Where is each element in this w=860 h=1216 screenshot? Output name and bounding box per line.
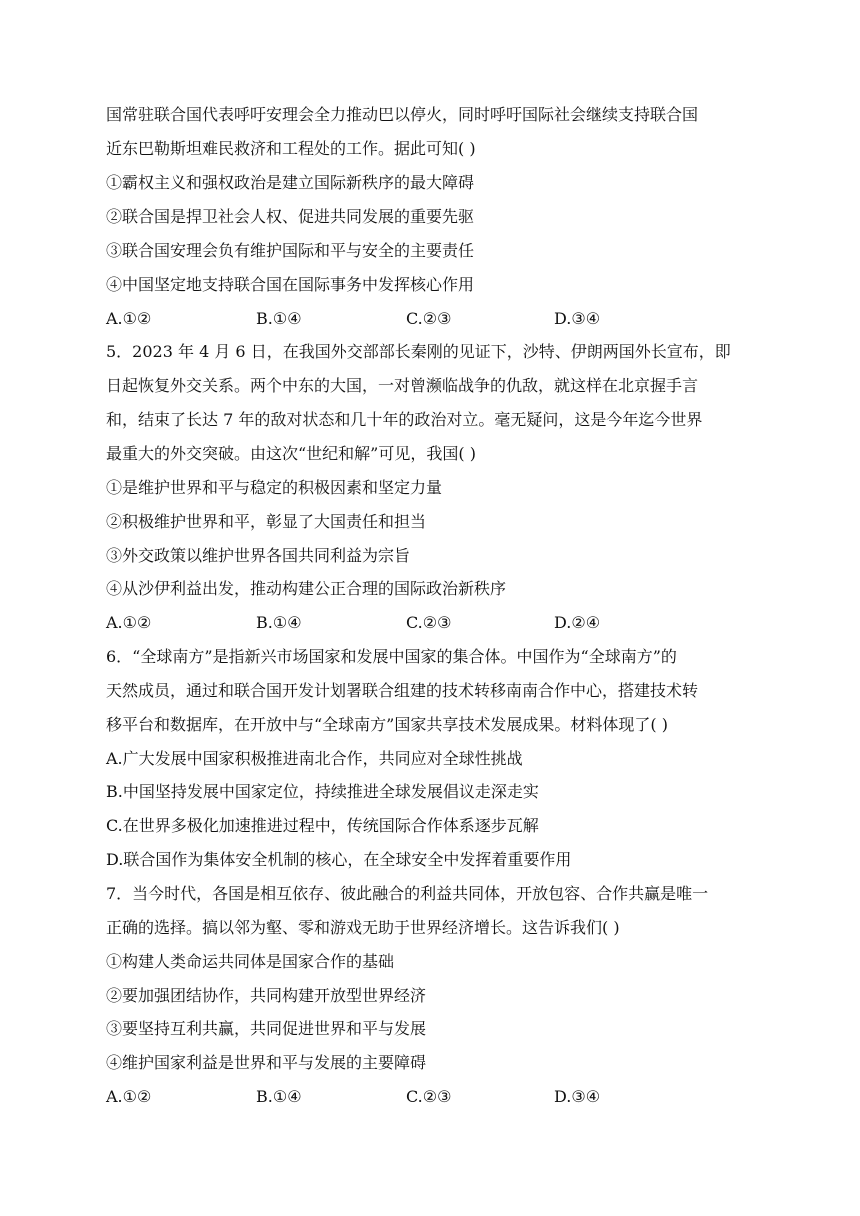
q4-stem-line: 近东巴勒斯坦难民救济和工程处的工作。据此可知( ) <box>106 139 476 158</box>
q4-options <box>106 308 766 330</box>
q5-option-c: C.②③ <box>406 613 452 632</box>
q6-stem-line: 天然成员，通过和联合国开发计划署联合组建的技术转移南南合作中心，搭建技术转 <box>106 681 699 700</box>
q5-stem-line: 日起恢复外交关系。两个中东的大国，一对曾濒临战争的仇敌，就这样在北京握手言 <box>106 376 699 395</box>
q7-option-b: B.①④ <box>256 1087 302 1106</box>
q7-statement: ③要坚持互利共赢，共同促进世界和平与发展 <box>106 1019 427 1038</box>
q5-statement: ③外交政策以维护世界各国共同利益为宗旨 <box>106 546 411 565</box>
q5-option-d: D.②④ <box>554 613 601 632</box>
q7-option-a: A.①② <box>106 1087 152 1106</box>
q5-stem-line: 5．2023 年 4 月 6 日，在我国外交部部长秦刚的见证下，沙特、伊朗两国外长宣布，即 <box>106 342 731 361</box>
q5-options <box>106 612 766 634</box>
q7-statement: ④维护国家利益是世界和平与发展的主要障碍 <box>106 1053 427 1072</box>
q6-stem-line: 移平台和数据库，在开放中与“全球南方”国家共享技术发展成果。材料体现了( ) <box>106 715 668 734</box>
q7-statement: ①构建人类命运共同体是国家合作的基础 <box>106 952 395 971</box>
q5-statement: ①是维护世界和平与稳定的积极因素和坚定力量 <box>106 478 443 497</box>
q4-option-d: D.③④ <box>554 309 601 328</box>
q6-stem-line: 6．“全球南方”是指新兴市场国家和发展中国家的集合体。中国作为“全球南方”的 <box>106 647 677 666</box>
q7-stem-line: 正确的选择。搞以邻为壑、零和游戏无助于世界经济增长。这告诉我们( ) <box>106 918 620 937</box>
q5-stem-line: 和，结束了长达 7 年的敌对状态和几十年的政治对立。毫无疑问，这是今年迄今世界 <box>106 410 703 429</box>
q6-choice-d: D.联合国作为集体安全机制的核心，在全球安全中发挥着重要作用 <box>106 850 572 869</box>
q6-choice-b: B.中国坚持发展中国家定位，持续推进全球发展倡议走深走实 <box>106 782 539 801</box>
q4-statement: ①霸权主义和强权政治是建立国际新秩序的最大障碍 <box>106 173 475 192</box>
q5-option-b: B.①④ <box>256 613 302 632</box>
q4-option-a: A.①② <box>106 309 152 328</box>
q5-option-a: A.①② <box>106 613 152 632</box>
q6-choice-a: A.广大发展中国家积极推进南北合作，共同应对全球性挑战 <box>106 749 523 768</box>
q6-choice-c: C.在世界多极化加速推进过程中，传统国际合作体系逐步瓦解 <box>106 816 539 835</box>
q4-option-c: C.②③ <box>406 309 452 328</box>
q4-statement: ③联合国安理会负有维护国际和平与安全的主要责任 <box>106 241 475 260</box>
q7-option-d: D.③④ <box>554 1087 601 1106</box>
q4-statement: ②联合国是捍卫社会人权、促进共同发展的重要先驱 <box>106 207 475 226</box>
q5-statement: ②积极维护世界和平，彰显了大国责任和担当 <box>106 512 427 531</box>
q5-stem-line: 最重大的外交突破。由这次“世纪和解”可见，我国( ) <box>106 444 476 463</box>
q7-options <box>106 1086 766 1108</box>
q7-statement: ②要加强团结协作，共同构建开放型世界经济 <box>106 986 427 1005</box>
q4-stem-line: 国常驻联合国代表呼吁安理会全力推动巴以停火，同时呼吁国际社会继续支持联合国 <box>106 105 699 124</box>
q5-statement: ④从沙伊利益出发，推动构建公正合理的国际政治新秩序 <box>106 579 507 598</box>
q7-stem-line: 7．当今时代，各国是相互依存、彼此融合的利益共同体，开放包容、合作共赢是唯一 <box>106 884 709 903</box>
q4-option-b: B.①④ <box>256 309 302 328</box>
q4-statement: ④中国坚定地支持联合国在国际事务中发挥核心作用 <box>106 275 475 294</box>
q7-option-c: C.②③ <box>406 1087 452 1106</box>
